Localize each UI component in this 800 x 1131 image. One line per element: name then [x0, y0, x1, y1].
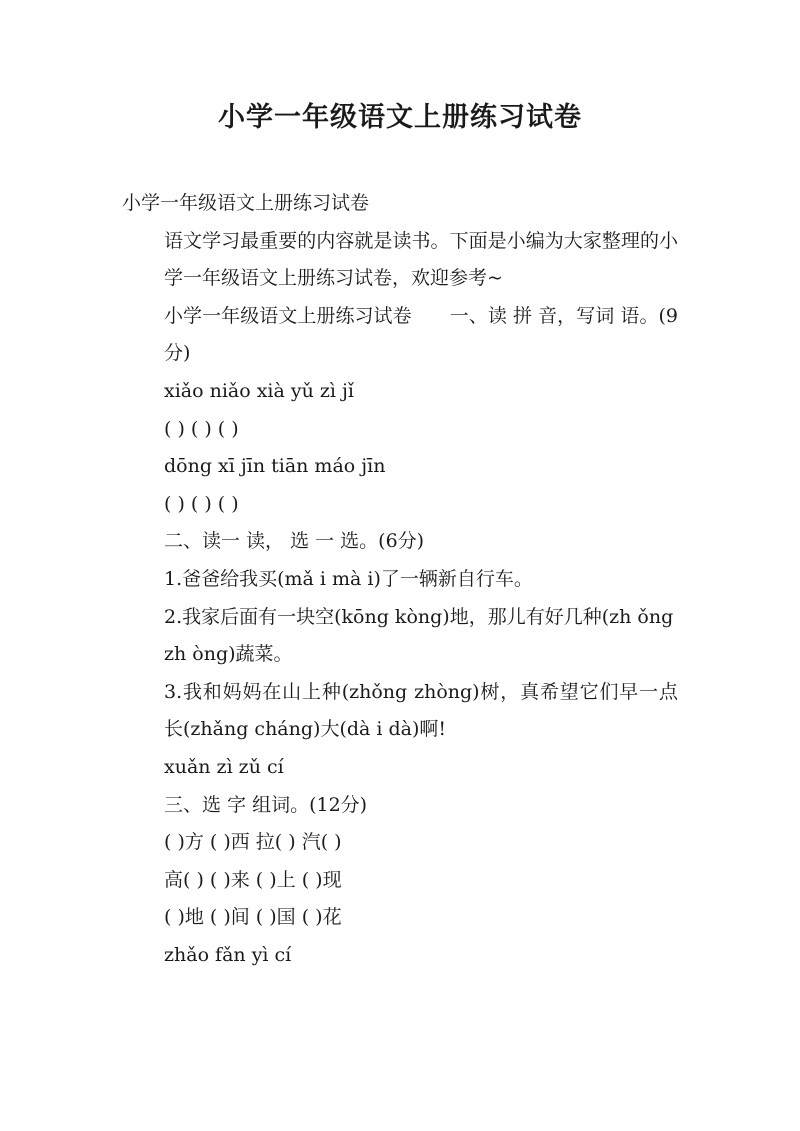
section-two-heading: 二、读一 读， 选 一 选。(6分) [164, 530, 425, 553]
question-2: 2.我家后面有一块空(kōng kòng)地，那儿有好几种(zh ǒng [164, 605, 674, 628]
intro-paragraph: 语文学习最重要的内容就是读书。下面是小编为大家整理的小学一年级语文上册练习试卷，欢迎参考~ [164, 229, 678, 290]
pinyin-row-1: xiǎo niǎo xià yǔ zì jǐ [164, 379, 354, 402]
pinyin-row-3: xuǎn zì zǔ cí [164, 755, 284, 778]
question-1: 1.爸爸给我买(mǎ i mà i)了一辆新自行车。 [164, 567, 533, 590]
pinyin-row-2: dōng xī jīn tiān máo jīn [164, 455, 386, 478]
pinyin-row-4: zhǎo fǎn yì cí [164, 943, 292, 966]
subtitle-line: 小学一年级语文上册练习试卷 [122, 192, 370, 214]
fill-row-2: 高( ) ( )来 ( )上 ( )现 [164, 868, 342, 891]
question-2-continued: zh òng)蔬菜。 [164, 643, 293, 666]
blank-row-1: ( ) ( ) ( ) [164, 417, 239, 440]
section-three-heading: 三、选 字 组词。(12分) [164, 793, 368, 816]
fill-row-1: ( )方 ( )西 拉( ) 汽( ) [164, 831, 342, 854]
blank-row-2: ( ) ( ) ( ) [164, 492, 239, 515]
question-3: 3.我和妈妈在山上种(zhǒng zhòng)树，真希望它们早一点长(zhǎng cháng)大(dà i dà)啊! [164, 680, 678, 741]
fill-row-3: ( )地 ( )间 ( )国 ( )花 [164, 906, 342, 929]
page-title: 小学一年级语文上册练习试卷 [218, 102, 582, 133]
section-one-heading: 小学一年级语文上册练习试卷 一、读 拼 音，写词 语。(9分) [164, 304, 678, 365]
document-body [122, 185, 678, 974]
